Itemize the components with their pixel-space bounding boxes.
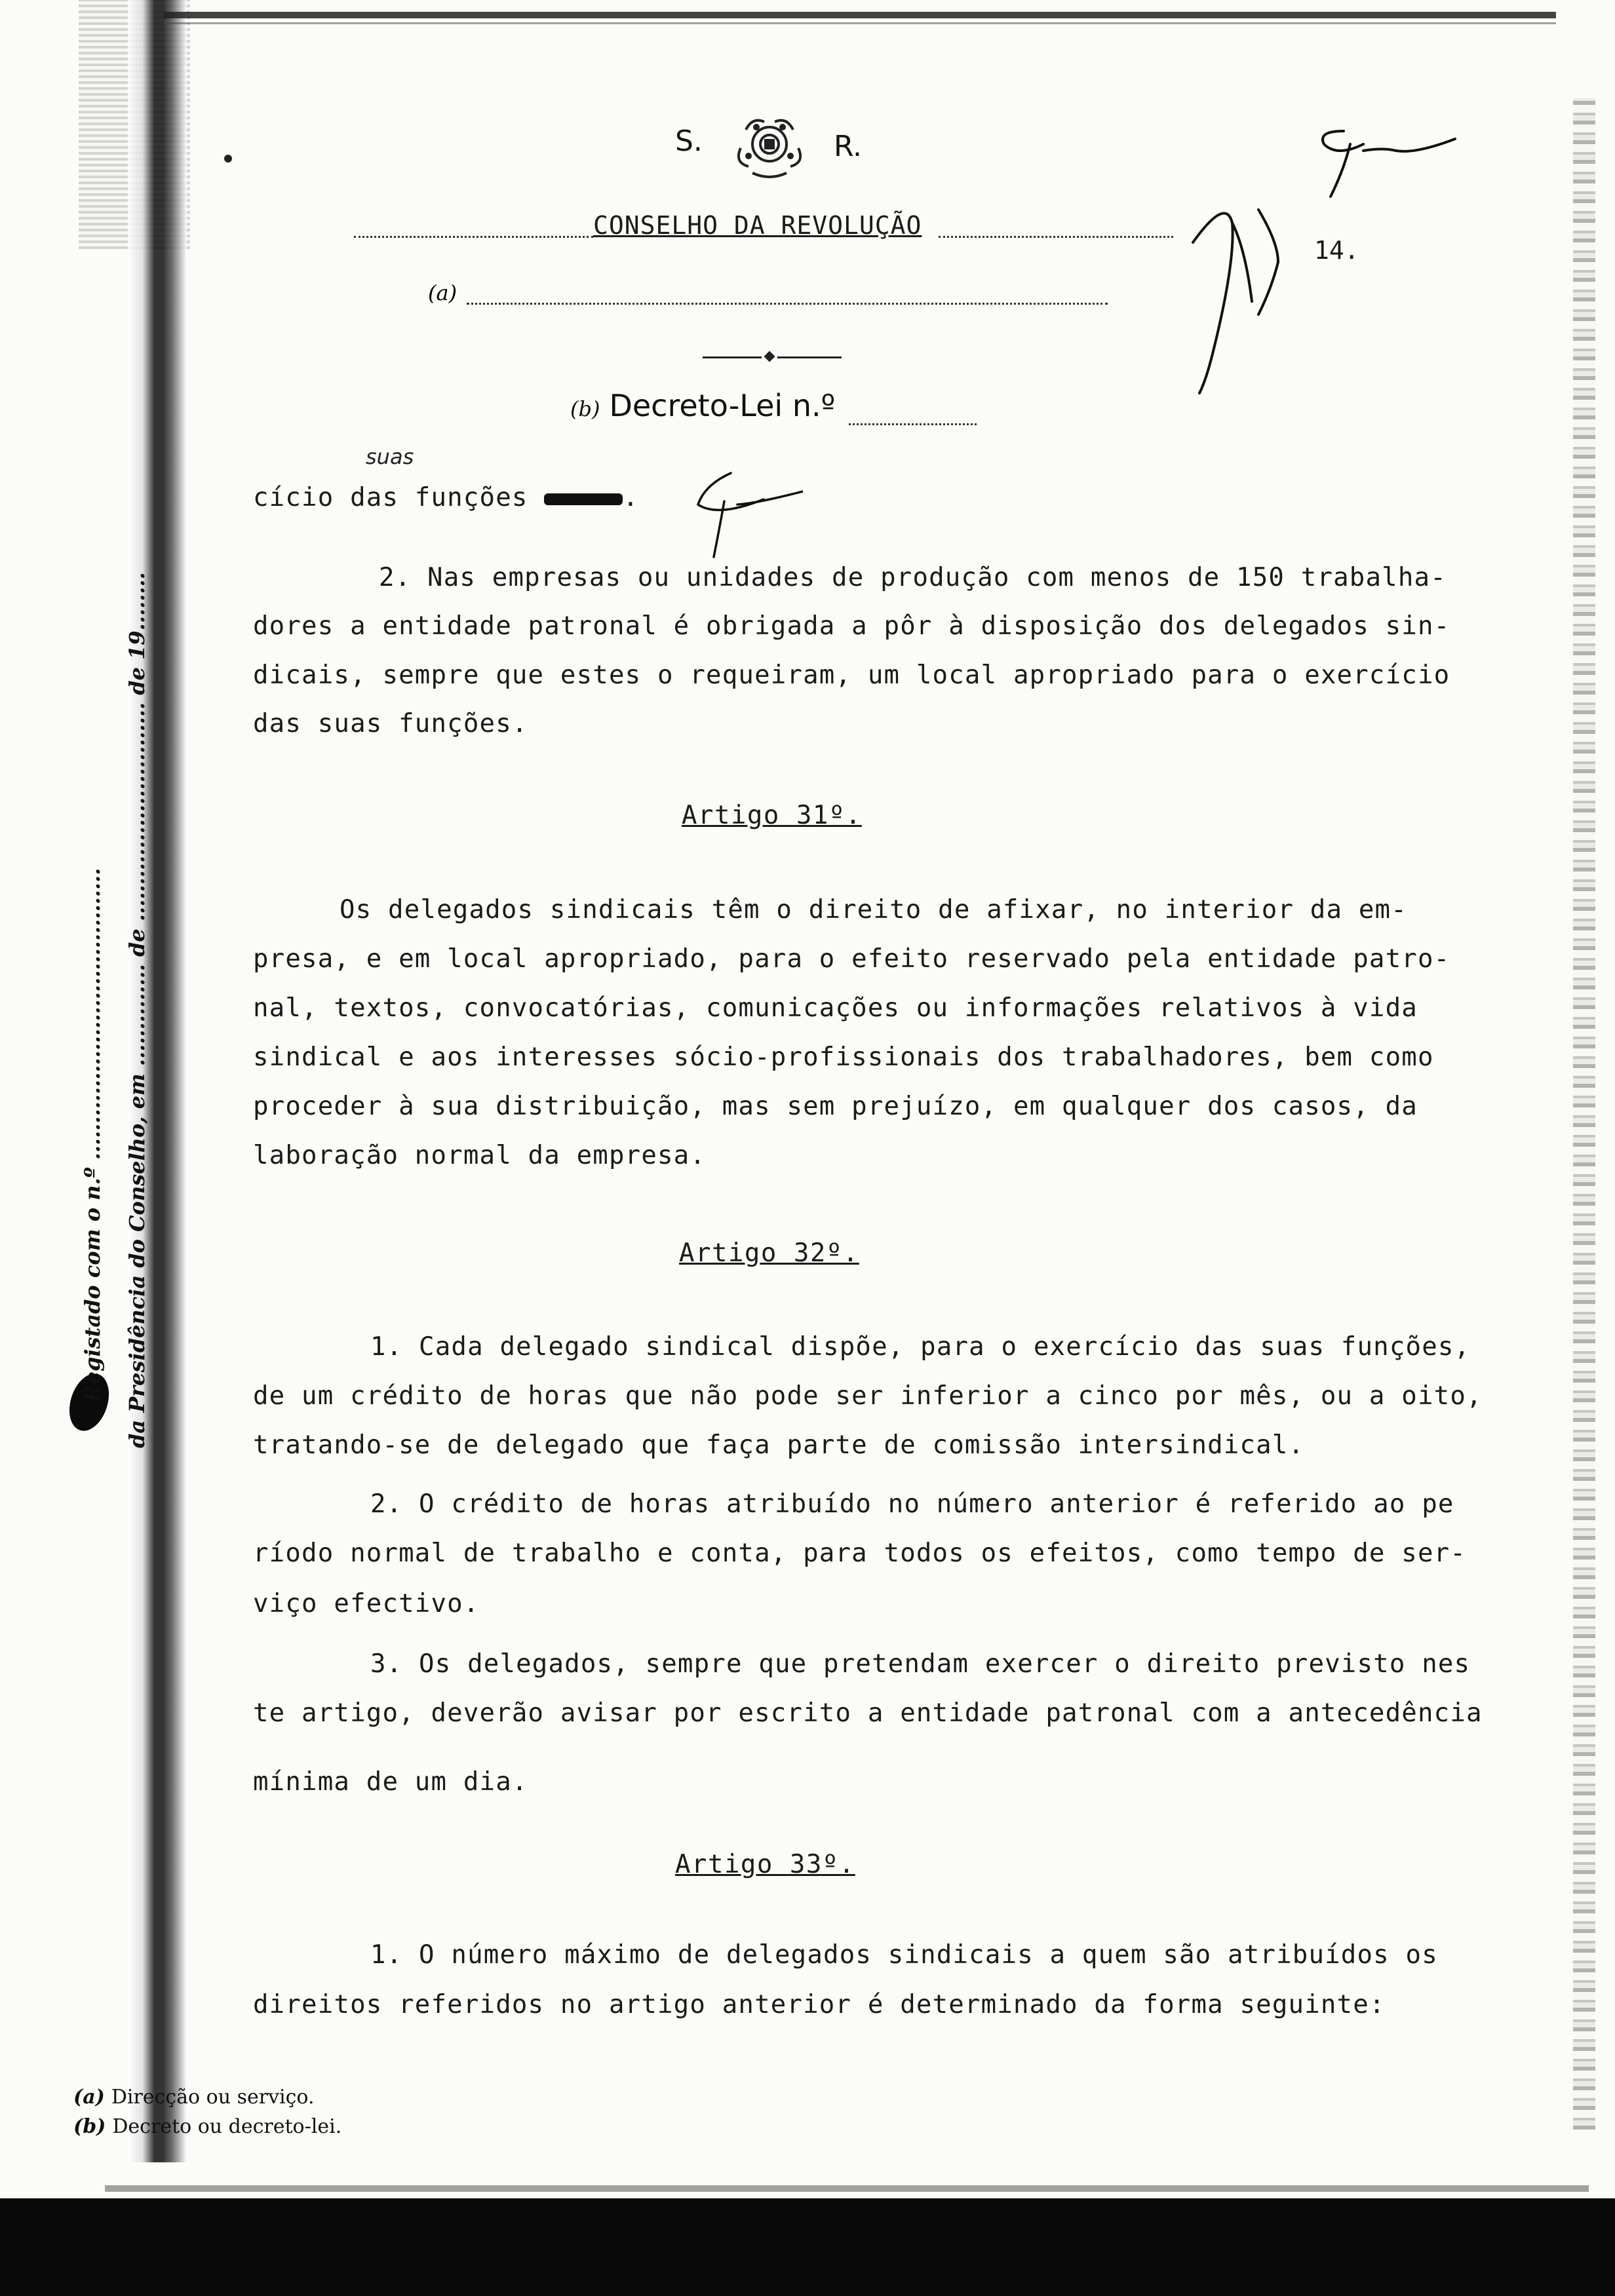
scan-bottom-edge-line xyxy=(105,2185,1589,2192)
footnote-a-text: Direcção ou serviço. xyxy=(111,2086,315,2109)
scan-right-edge xyxy=(1573,98,1595,2130)
article-32-line: 3. Os delegados, sempre que pretendam exercer o direito previsto nes xyxy=(370,1649,1471,1679)
decree-text: Decreto-Lei n.º xyxy=(609,388,836,423)
article-32-line: viço efectivo. xyxy=(253,1589,480,1618)
margin-registration-number: Registado com o n.º ........................................ xyxy=(80,868,105,1402)
article-31-line: nal, textos, convocatórias, comunicações ou informações relativos à vida xyxy=(253,993,1418,1023)
article-31-line: presa, e em local apropriado, para o efeito reservado pela entidade patro- xyxy=(253,944,1450,974)
handwritten-initial-inline-icon xyxy=(685,465,803,564)
article-31-heading: Artigo 31º. xyxy=(682,801,862,830)
coat-of-arms-emblem-icon xyxy=(726,110,813,182)
ink-dot xyxy=(224,155,232,163)
decree-label-b: (b) xyxy=(570,396,600,421)
page-number: 14. xyxy=(1314,236,1359,265)
body-line-5: das suas funções. xyxy=(253,709,528,738)
dotted-line-a xyxy=(467,303,1108,305)
separator-diamond-icon xyxy=(764,351,775,362)
body-line-4: dicais, sempre que estes o requeiram, um local apropriado para o exercício xyxy=(253,660,1450,690)
footnote-a-label: (a) xyxy=(73,2086,105,2109)
handwritten-initial-icon xyxy=(1304,111,1462,210)
article-31-line: laboração normal da empresa. xyxy=(253,1141,707,1170)
article-31-line: proceder à sua distribuição, mas sem prejuízo, em qualquer dos casos, da xyxy=(253,1092,1418,1121)
dotted-line-left xyxy=(354,236,593,238)
institution-name: CONSELHO DA REVOLUÇÃO xyxy=(593,211,922,240)
scan-bottom-shadow xyxy=(0,2198,1615,2296)
article-32-line: tratando-se de delegado que faça parte de comissão intersindical. xyxy=(253,1430,1305,1460)
article-31-line: sindical e aos interesses sócio-profissionais dos trabalhadores, bem como xyxy=(253,1043,1434,1072)
article-32-heading: Artigo 32º. xyxy=(679,1238,859,1268)
article-32-line: de um crédito de horas que não pode ser inferior a cinco por mês, ou a oito, xyxy=(253,1381,1483,1411)
handwritten-insertion-suas: suas xyxy=(366,444,414,469)
dotted-line-right xyxy=(939,236,1173,238)
body-line-3: dores a entidade patronal é obrigada a pôr à disposição dos delegados sin- xyxy=(253,611,1450,641)
line-a-label: (a) xyxy=(428,280,457,305)
scan-top-edge-secondary xyxy=(164,22,1556,24)
struck-out-word xyxy=(544,493,623,505)
article-33-line: direitos referidos no artigo anterior é determinado da forma seguinte: xyxy=(253,1990,1386,2019)
separator-right xyxy=(777,356,842,358)
body-line-2: 2. Nas empresas ou unidades de produção com menos de 150 trabalha- xyxy=(379,563,1447,592)
article-32-line: ríodo normal de trabalho e conta, para todos os efeitos, como tempo de ser- xyxy=(253,1539,1466,1568)
handwritten-signature-icon xyxy=(1180,183,1311,406)
margin-registration-date: da Presidência do Conselho, em .............. de .............................. de 19........ xyxy=(125,572,149,1448)
footnote-b-text: Decreto ou decreto-lei. xyxy=(112,2115,342,2138)
article-31-line: Os delegados sindicais têm o direito de afixar, no interior da em- xyxy=(340,895,1407,925)
article-32-line: 2. O crédito de horas atribuído no número anterior é referido ao pe xyxy=(370,1489,1454,1519)
article-32-line: 1. Cada delegado sindical dispõe, para o exercício das suas funções, xyxy=(370,1332,1471,1362)
footnote-b-label: (b) xyxy=(73,2115,106,2138)
article-32-line: mínima de um dia. xyxy=(253,1767,528,1797)
separator-left xyxy=(703,356,762,358)
body-line-1: cício das funções . xyxy=(253,483,639,512)
footnote-b xyxy=(73,2115,341,2138)
article-33-heading: Artigo 33º. xyxy=(675,1850,855,1879)
footnote-a xyxy=(73,2086,314,2109)
header-r-letter: R. xyxy=(834,130,862,163)
header-s-letter: S. xyxy=(675,124,703,158)
decree-title xyxy=(570,388,835,423)
dotted-line-decree-number xyxy=(849,423,977,425)
scan-top-edge xyxy=(164,12,1556,18)
article-33-line: 1. O número máximo de delegados sindicais a quem são atribuídos os xyxy=(370,1940,1438,1970)
article-32-line: te artigo, deverão avisar por escrito a entidade patronal com a antecedência xyxy=(253,1698,1483,1728)
